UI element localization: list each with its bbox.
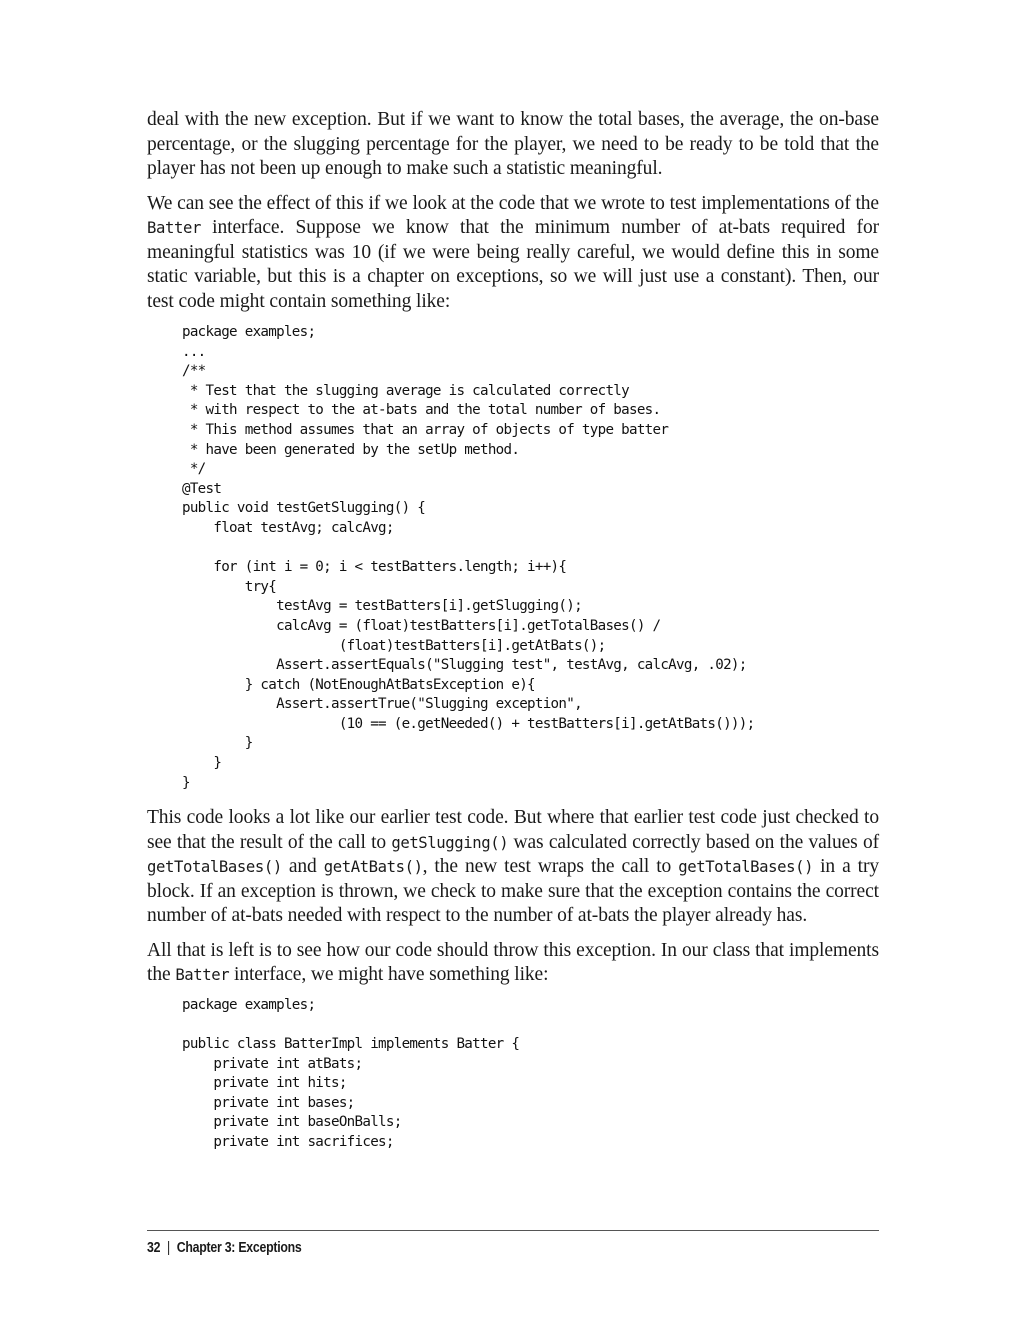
- page-footer: [147, 1230, 879, 1256]
- paragraph-test-effect: [147, 192, 879, 315]
- paragraph-text: We can see the effect of this if we look at the code that we wrote to test implementations of the: [147, 192, 879, 214]
- code-listing-batterimpl: package examples; public class BatterImpl implements Batter { private int atBats; private int hits; private int bases; private int baseOnBalls; private int sacrifices;: [182, 996, 520, 1150]
- paragraph-intro: [147, 108, 879, 182]
- chapter-title: Chapter 3: Exceptions: [176, 1240, 302, 1256]
- inline-code: Batter: [175, 966, 230, 985]
- inline-code: getSlugging(): [391, 833, 509, 852]
- paragraph-text: deal with the new exception. But if we want to know the total bases, the average, the on-base percentage, or the slugging percentage for the player, we need to be ready to be told that the player has not been up enough to make such a statistic meaningful.: [147, 109, 879, 179]
- paragraph-code-explanation: [147, 806, 879, 929]
- inline-code: Batter: [147, 219, 201, 237]
- paragraph-text: in a try block. If an exception is thrown, we check to make sure that the exception contains the correct number of at-bats needed with respect to the number of at-bats the player already has.: [147, 856, 880, 927]
- inline-code: getTotalBases(): [678, 858, 814, 877]
- paragraph-text: interface. Suppose we know that the minimum number of at-bats required for meaningful statistics was 10 (if we were being really careful, we would define this in some static variable, but this is a chapter on exceptions, so we will just use a constant). Then, our test code might contain something like:: [147, 217, 879, 312]
- inline-code: getTotalBases(): [147, 858, 282, 877]
- paragraph-text: All that is left is to see how our code should throw this exception. In our class that implements the: [147, 939, 879, 986]
- code-listing-test: package examples; ... /** * Test that the slugging average is calculated correctly * with respect to the at-bats and the total number of bases. * This method assumes that an array of objects of type batter * have been generated by the setUp method. */ @Test public void testGetSlugging() { float testAvg; calcAvg; for (int i = 0; i < testBatters.length; i++){ try{ testAvg = testBatters[i].getSlugging(); calcAvg = (float)testBatters[i].getTotalBases() / (float)testBatters[i].getAtBats(); Assert.assertEquals("Slugging test", testAvg, calcAvg, .02); } catch (NotEnoughAtBatsException e){ Assert.assertTrue("Slugging exception", (10 == (e.getNeeded() + testBatters[i].getAtBats())); } } }: [182, 324, 755, 791]
- page-number: 32: [147, 1240, 161, 1256]
- paragraph-text: was calculated correctly based on the values of: [508, 831, 879, 853]
- paragraph-text: This code looks a lot like our earlier test code. But where that earlier test code just checked to see that the result of the call to: [147, 807, 879, 853]
- page-content: [147, 108, 879, 1153]
- folio: [147, 1240, 769, 1256]
- paragraph-text: , the new test wraps the call to: [422, 856, 679, 878]
- paragraph-text: interface, we might have something like:: [229, 964, 549, 986]
- paragraph-throw-intro: [147, 939, 879, 988]
- folio-separator: |: [167, 1240, 170, 1256]
- inline-code: getAtBats(): [323, 858, 423, 877]
- paragraph-text: and: [281, 856, 324, 878]
- footer-rule: [147, 1230, 879, 1231]
